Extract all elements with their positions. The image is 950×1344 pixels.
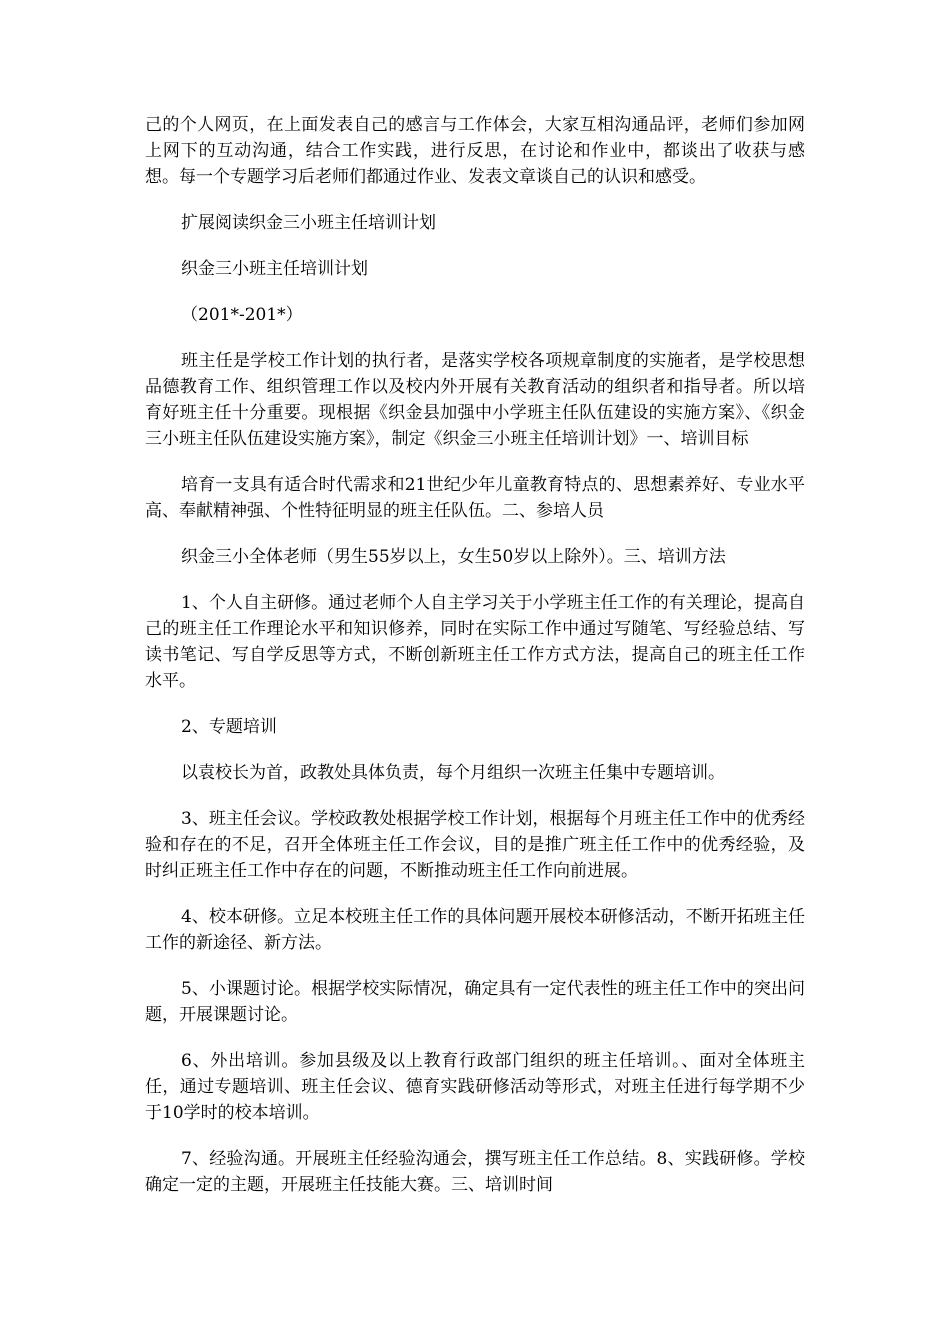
paragraph-method-2-detail: 以袁校长为首，政教处具体负责，每个月组织一次班主任集中专题培训。 — [181, 763, 725, 783]
paragraph-method-5: 5、小课题讨论。根据学校实际情况，确定具有一定代表性的班主任工作中的突出问题，开展课题讨论。 — [145, 979, 805, 1025]
paragraph-method-2-heading: 2、专题培训 — [181, 717, 277, 737]
paragraph-method-1: 1、个人自主研修。通过老师个人自主学习关于小学班主任工作的有关理论，提高自己的班主任工作理论水平和知识修养，同时在实际工作中通过写随笔、写经验总结、写读书笔记、写自学反思等方式，不断创新班主任工作方式方法，提高自己的班主任工作水平。 — [145, 593, 805, 691]
paragraph-method-6: 6、外出培训。参加县级及以上教育行政部门组织的班主任培训。、面对全体班主任，通过专题培训、班主任会议、德育实践研修活动等形式，对班主任进行每学期不少于10学时的校本培训。 — [145, 1051, 805, 1123]
paragraph-extended-reading: 扩展阅读织金三小班主任培训计划 — [181, 213, 436, 233]
document-body — [145, 112, 805, 1218]
paragraph-training-goal: 培育一支具有适合时代需求和21世纪少年儿童教育特点的、思想素养好、专业水平高、奉献精神强、个性特征明显的班主任队伍。二、参培人员 — [145, 475, 805, 521]
document-year-range: （201*-201*） — [181, 305, 303, 325]
paragraph-method-4: 4、校本研修。立足本校班主任工作的具体问题开展校本研修活动，不断开拓班主任工作的新途径、新方法。 — [145, 907, 805, 953]
paragraph-method-7-8: 7、经验沟通。开展班主任经验沟通会，撰写班主任工作总结。8、实践研修。学校确定一定的主题，开展班主任技能大赛。三、培训时间 — [145, 1149, 805, 1195]
paragraph-overview: 班主任是学校工作计划的执行者，是落实学校各项规章制度的实施者，是学校思想品德教育工作、组织管理工作以及校内外开展有关教育活动的组织者和指导者。所以培育好班主任十分重要。现根据《织金县加强中小学班主任队伍建设的实施方案》、《织金三小班主任队伍建设实施方案》，制定《织金三小班主任培训计划》一、培训目标 — [145, 351, 805, 449]
paragraph-participants: 织金三小全体老师（男生55岁以上，女生50岁以上除外）。三、培训方法 — [181, 547, 726, 567]
document-title: 织金三小班主任培训计划 — [181, 259, 368, 279]
paragraph-method-3: 3、班主任会议。学校政教处根据学校工作计划，根据每个月班主任工作中的优秀经验和存在的不足，召开全体班主任工作会议，目的是推广班主任工作中的优秀经验，及时纠正班主任工作中存在的问题，不断推动班主任工作向前进展。 — [145, 809, 805, 881]
paragraph-intro-continuation: 己的个人网页，在上面发表自己的感言与工作体会，大家互相沟通品评，老师们参加网上网下的互动沟通，结合工作实践，进行反思，在讨论和作业中，都谈出了收获与感想。每一个专题学习后老师们都通过作业、发表文章谈自己的认识和感受。 — [145, 115, 805, 187]
